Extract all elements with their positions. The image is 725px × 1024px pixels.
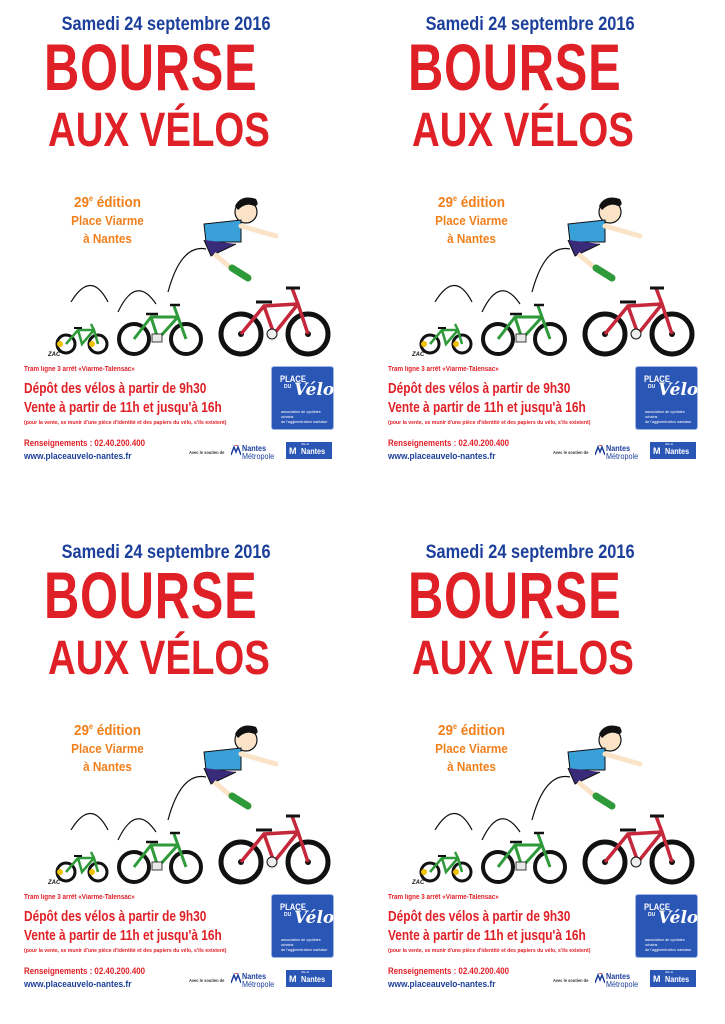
edition-place: Place Viarme [71,213,144,228]
logo-du-text: DU [648,384,656,390]
large-bicycle-icon [585,816,692,882]
place-au-velo-logo [271,366,334,430]
title-bourse: BOURSE [408,30,622,104]
artist-signature: ZAC [412,352,425,358]
artist-signature: ZAC [48,880,61,886]
title-aux-velos: AUX VÉLOS [48,632,270,685]
nantes-metropole-mark-icon [231,973,241,985]
edition-place: Place Viarme [435,213,508,228]
ville-de-nantes-logo [286,442,332,459]
nantes-metropole-logo [231,442,275,460]
ville-nantes-name: Nantes [301,446,326,456]
nantes-metropole-line1: Nantes [242,443,267,453]
ville-nantes-name: Nantes [665,974,690,984]
flyer-top-right [388,14,700,484]
place-au-velo-logo [635,366,698,430]
nantes-metropole-logo [595,970,639,988]
small-bicycle-icon [421,852,471,881]
bicycles-illustration [36,712,336,892]
title-bourse: BOURSE [408,558,622,632]
place-au-velo-logo [635,894,698,958]
child-jumping-illustration [204,198,276,278]
nantes-metropole-mark-icon [595,973,605,985]
ville-nantes-mark: M [653,446,661,456]
nantes-metropole-mark-icon [231,445,241,457]
title-aux-velos: AUX VÉLOS [48,104,270,157]
small-bicycle-icon [421,324,471,353]
info-block [388,894,631,990]
support-label: Avec le soutien de [189,978,225,983]
edition-city: à Nantes [447,231,496,246]
large-bicycle-icon [585,288,692,354]
ville-nantes-mark: M [653,974,661,984]
event-date: Samedi 24 septembre 2016 [425,542,635,563]
info-block [24,894,267,990]
ville-nantes-small: Ville de [301,971,310,974]
depot-time: Dépôt des vélos à partir de 9h30 [388,909,571,925]
logo-du-text: DU [284,912,292,918]
child-jumping-illustration [568,198,640,278]
ville-de-nantes-logo [286,970,332,987]
depot-time: Dépôt des vélos à partir de 9h30 [24,909,207,925]
ville-nantes-mark: M [289,974,297,984]
title-aux-velos: AUX VÉLOS [412,632,634,685]
flyer-top-left [24,14,336,484]
logo-place-text: PLACE [280,374,306,384]
medium-bicycle-icon [119,833,201,882]
ville-nantes-small: Ville de [665,443,674,446]
bicycles-illustration [400,712,700,892]
nantes-metropole-line2: Métropole [242,979,275,989]
medium-bicycle-icon [483,305,565,354]
edition-place: Place Viarme [435,741,508,756]
logo-du-text: DU [284,384,292,390]
event-date: Samedi 24 septembre 2016 [61,542,271,563]
ville-de-nantes-logo [650,442,696,459]
ville-nantes-name: Nantes [665,446,690,456]
support-label: Avec le soutien de [189,450,225,455]
flyer-bottom-left [24,542,336,1012]
vente-time: Vente à partir de 11h et jusqu'à 16h [24,928,222,944]
artist-signature: ZAC [48,352,61,358]
logo-association-text: association de cyclistes urbains de l'agglomération nantaise [281,938,328,952]
logo-du-text: DU [648,912,656,918]
tram-info: Tram ligne 3 arrêt «Viarme-Talensac» [24,894,135,901]
medium-bicycle-icon [119,305,201,354]
contact-phone: Renseignements : 02.40.200.400 [388,438,510,448]
child-jumping-illustration [568,726,640,806]
child-jumping-illustration [204,726,276,806]
sale-note: (pour la vente, se munir d'une pièce d'identité et des papiers du vélo, s'ils existent) [388,420,591,426]
place-au-velo-logo [271,894,334,958]
info-block [24,366,267,462]
contact-phone: Renseignements : 02.40.200.400 [24,438,146,448]
website-link[interactable]: www.placeauvelo-nantes.fr [24,451,132,462]
ville-nantes-mark: M [289,446,297,456]
flyer-bottom-right [388,542,700,1012]
support-label: Avec le soutien de [553,978,589,983]
ville-nantes-small: Ville de [665,971,674,974]
sale-note: (pour la vente, se munir d'une pièce d'identité et des papiers du vélo, s'ils existent) [388,948,591,954]
depot-time: Dépôt des vélos à partir de 9h30 [388,381,571,397]
contact-phone: Renseignements : 02.40.200.400 [24,966,146,976]
tram-info: Tram ligne 3 arrêt «Viarme-Talensac» [388,894,499,901]
edition-number: 29e édition [73,722,142,739]
website-link[interactable]: www.placeauvelo-nantes.fr [388,979,496,990]
ville-de-nantes-logo [650,970,696,987]
vente-time: Vente à partir de 11h et jusqu'à 16h [388,928,586,944]
nantes-metropole-line1: Nantes [242,971,267,981]
nantes-metropole-line1: Nantes [606,443,631,453]
edition-number: 29e édition [437,194,506,211]
artist-signature: ZAC [412,880,425,886]
tram-info: Tram ligne 3 arrêt «Viarme-Talensac» [24,366,135,373]
nantes-metropole-logo [595,442,639,460]
website-link[interactable]: www.placeauvelo-nantes.fr [24,979,132,990]
logo-velo-text: Vélo [294,908,335,928]
edition-number: 29e édition [437,722,506,739]
edition-city: à Nantes [83,231,132,246]
logo-place-text: PLACE [280,902,306,912]
bicycles-illustration [400,184,700,364]
nantes-metropole-line2: Métropole [606,979,639,989]
logo-velo-text: Vélo [294,380,335,400]
medium-bicycle-icon [483,833,565,882]
title-bourse: BOURSE [44,558,258,632]
event-date: Samedi 24 septembre 2016 [425,14,635,35]
small-bicycle-icon [57,852,107,881]
contact-phone: Renseignements : 02.40.200.400 [388,966,510,976]
logo-place-text: PLACE [644,374,670,384]
title-bourse: BOURSE [44,30,258,104]
support-label: Avec le soutien de [553,450,589,455]
event-date: Samedi 24 septembre 2016 [61,14,271,35]
edition-place: Place Viarme [71,741,144,756]
bicycles-illustration [36,184,336,364]
nantes-metropole-line2: Métropole [606,451,639,461]
website-link[interactable]: www.placeauvelo-nantes.fr [388,451,496,462]
ville-nantes-small: Ville de [301,443,310,446]
edition-number: 29e édition [73,194,142,211]
vente-time: Vente à partir de 11h et jusqu'à 16h [388,400,586,416]
title-aux-velos: AUX VÉLOS [412,104,634,157]
logo-velo-text: Vélo [658,908,699,928]
large-bicycle-icon [221,288,328,354]
nantes-metropole-logo [231,970,275,988]
logo-association-text: association de cyclistes urbains de l'agglomération nantaise [281,410,328,424]
large-bicycle-icon [221,816,328,882]
nantes-metropole-mark-icon [595,445,605,457]
logo-place-text: PLACE [644,902,670,912]
tram-info: Tram ligne 3 arrêt «Viarme-Talensac» [388,366,499,373]
nantes-metropole-line1: Nantes [606,971,631,981]
logo-association-text: association de cyclistes urbains de l'agglomération nantaise [645,938,692,952]
sale-note: (pour la vente, se munir d'une pièce d'identité et des papiers du vélo, s'ils existent) [24,420,227,426]
ville-nantes-name: Nantes [301,974,326,984]
logo-association-text: association de cyclistes urbains de l'agglomération nantaise [645,410,692,424]
small-bicycle-icon [57,324,107,353]
depot-time: Dépôt des vélos à partir de 9h30 [24,381,207,397]
vente-time: Vente à partir de 11h et jusqu'à 16h [24,400,222,416]
edition-city: à Nantes [83,759,132,774]
info-block [388,366,631,462]
sale-note: (pour la vente, se munir d'une pièce d'identité et des papiers du vélo, s'ils existent) [24,948,227,954]
logo-velo-text: Vélo [658,380,699,400]
edition-city: à Nantes [447,759,496,774]
nantes-metropole-line2: Métropole [242,451,275,461]
